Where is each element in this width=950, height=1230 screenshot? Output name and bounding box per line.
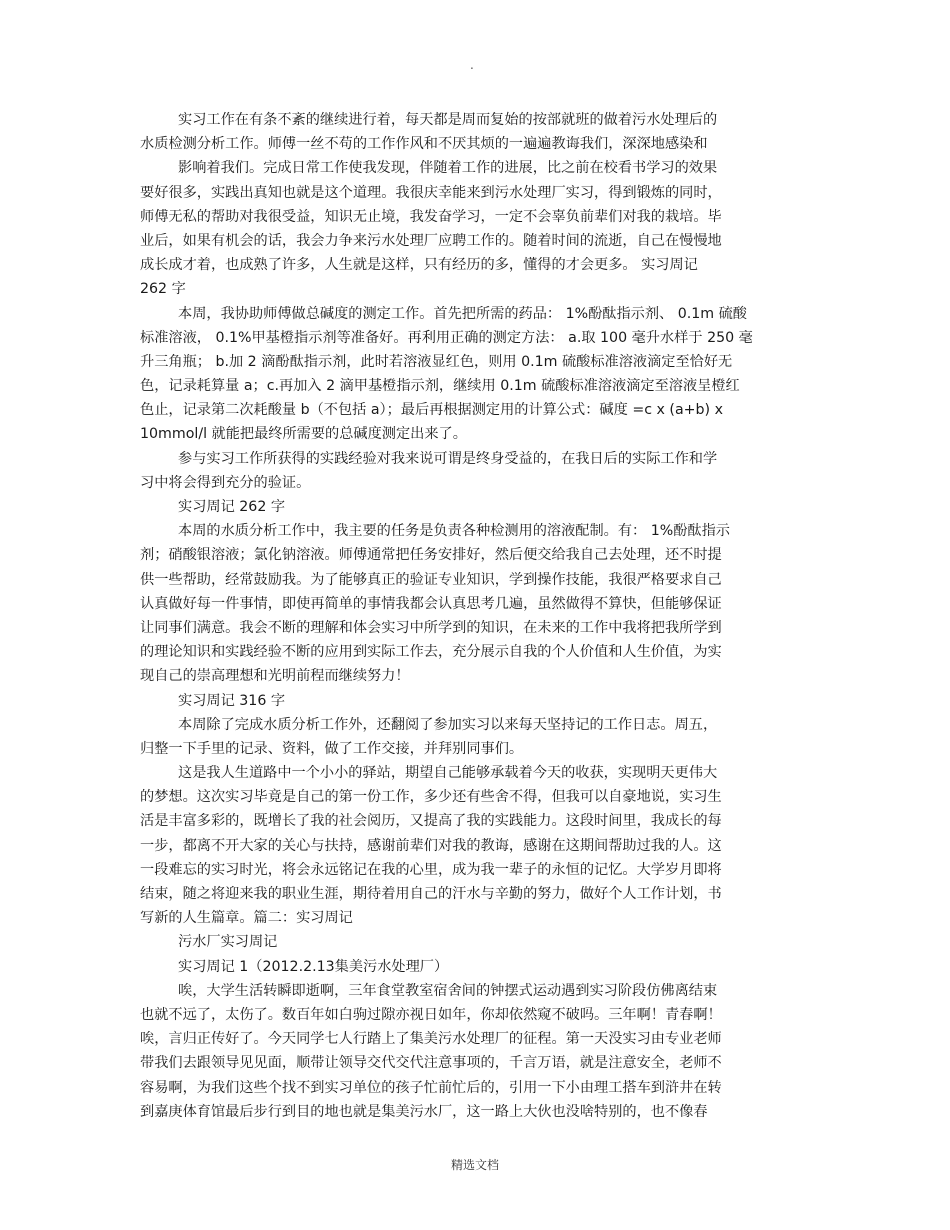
text-line: 习中将会得到充分的验证。 (140, 475, 311, 491)
text-line: 活是丰富多彩的，既增长了我的社会阅历，又提高了我的实践能力。这段时间里，我成长的每 (140, 813, 722, 829)
page-footer: 精选文档 (450, 1158, 499, 1172)
text-line: 10mmol/l 就能把最终所需要的总碱度测定出来了。 (140, 426, 467, 442)
text-line: 唉，大学生活转瞬即逝啊，三年食堂教室宿舍间的钟摆式运动遇到实习阶段仿佛离结束 (178, 983, 718, 999)
text-line: 归整一下手里的记录、资料，做了工作交接，并拜别同事们。 (140, 741, 524, 757)
text-line: 要好很多，实践出真知也就是这个道理。我很庆幸能来到污水处理厂实习，得到锻炼的同时， (140, 185, 722, 201)
text-line: 本周的水质分析工作中，我主要的任务是负责各种检测用的溶液配制。有： 1%酚酞指示 (178, 523, 730, 539)
section-heading: 实习周记 262 字 (178, 499, 286, 515)
text-line: 影响着我们。完成日常工作使我发现，伴随着工作的进展，比之前在校看书学习的效果 (178, 160, 718, 176)
text-line: 本周，我协助师傅做总碱度的测定工作。首先把所需的药品： 1%酚酞指示剂、 0.1m 硫酸 (178, 306, 747, 322)
text-line: 成长成才着，也成熟了许多，人生就是这样，只有经历的多，懂得的才会更多。 实习周记 (140, 257, 698, 273)
page-header-mark: . (470, 58, 474, 72)
text-line: 也就不远了，太伤了。数百年如白驹过隙亦视日如年，你却依然窥不破吗。三年啊！青春啊！ (140, 1007, 722, 1023)
section-heading: 污水厂实习周记 (178, 934, 278, 950)
text-line: 水质检测分析工作。师傅一丝不苟的工作作风和不厌其烦的一遍遍教诲我们，深深地感染和 (140, 136, 708, 152)
text-line: 参与实习工作所获得的实践经验对我来说可谓是终身受益的，在我日后的实际工作和学 (178, 451, 718, 467)
text-line: 色，记录耗算量 a；c.再加入 2 滴甲基橙指示剂，继续用 0.1m 硫酸标准溶液滴定至溶液呈橙红 (140, 378, 740, 394)
text-line: 到嘉庚体育馆最后步行到目的地也就是集美污水厂，这一路上大伙也没啥特别的，也不像春 (140, 1104, 708, 1120)
text-line: 认真做好每一件事情，即使再简单的事情我都会认真思考几遍，虽然做得不算快，但能够保证 (140, 596, 722, 612)
text-line: 剂；硝酸银溶液；氯化钠溶液。师傅通常把任务安排好，然后便交给我自己去处理，还不时提 (140, 547, 722, 563)
text-line: 供一些帮助，经常鼓励我。为了能够真正的验证专业知识，学到操作技能，我很严格要求自己 (140, 572, 722, 588)
text-line: 色止，记录第二次耗酸量 b（不包括 a）；最后再根据测定用的计算公式：碱度 =c x (a+b) x (140, 402, 723, 418)
text-line: 带我们去跟领导见见面，顺带让领导交代交代注意事项的，千言万语，就是注意安全，老师不 (140, 1055, 722, 1071)
text-line: 262 字 (140, 281, 186, 297)
text-line: 容易啊，为我们这些个找不到实习单位的孩子忙前忙后的，引用一下小由理工搭车到浒井在转 (140, 1080, 722, 1096)
text-line: 一段难忘的实习时光，将会永远铭记在我的心里，成为我一辈子的永恒的记忆。大学岁月即将 (140, 862, 722, 878)
section-heading: 实习周记 1（2012.2.13集美污水处理厂） (178, 959, 449, 975)
text-line: 的梦想。这次实习毕竟是自己的第一份工作，多少还有些舍不得，但我可以自豪地说，实习生 (140, 789, 722, 805)
text-line: 现自己的崇高理想和光明前程而继续努力！ (140, 668, 410, 684)
text-line: 升三角瓶； b.加 2 滴酚酞指示剂，此时若溶液显红色，则用 0.1m 硫酸标准溶液滴定至恰好无 (140, 354, 733, 370)
text-line: 的理论知识和实践经验不断的应用到实际工作去，充分展示自我的个人价值和人生价值，为实 (140, 644, 722, 660)
text-line: 写新的人生篇章。篇二：实习周记 (140, 910, 353, 926)
text-line: 标准溶液， 0.1%甲基橙指示剂等准备好。再利用正确的测定方法： a.取 100 毫升水样于 250 毫 (140, 330, 753, 346)
text-line: 结束，随之将迎来我的职业生涯，期待着用自己的汗水与辛勤的努力，做好个人工作计划，书 (140, 886, 722, 902)
text-line: 本周除了完成水质分析工作外，还翻阅了参加实习以来每天坚持记的工作日志。周五， (178, 717, 718, 733)
text-line: 这是我人生道路中一个小小的驿站，期望自己能够承载着今天的收获，实现明天更伟大 (178, 765, 718, 781)
text-line: 让同事们满意。我会不断的理解和体会实习中所学到的知识，在未来的工作中我将把我所学到 (140, 620, 722, 636)
section-heading: 实习周记 316 字 (178, 693, 286, 709)
text-line: 业后，如果有机会的话，我会力争来污水处理厂应聘工作的。随着时间的流逝，自己在慢慢地 (140, 233, 722, 249)
text-line: 实习工作在有条不紊的继续进行着，每天都是周而复始的按部就班的做着污水处理后的 (178, 112, 718, 128)
text-line: 唉，言归正传好了。今天同学七人行踏上了集美污水处理厂的征程。第一天没实习由专业老师 (140, 1031, 722, 1047)
text-line: 师傅无私的帮助对我很受益，知识无止境，我发奋学习，一定不会辜负前辈们对我的栽培。毕 (140, 209, 722, 225)
text-line: 一步，都离不开大家的关心与扶持，感谢前辈们对我的教诲，感谢在这期间帮助过我的人。这 (140, 838, 722, 854)
